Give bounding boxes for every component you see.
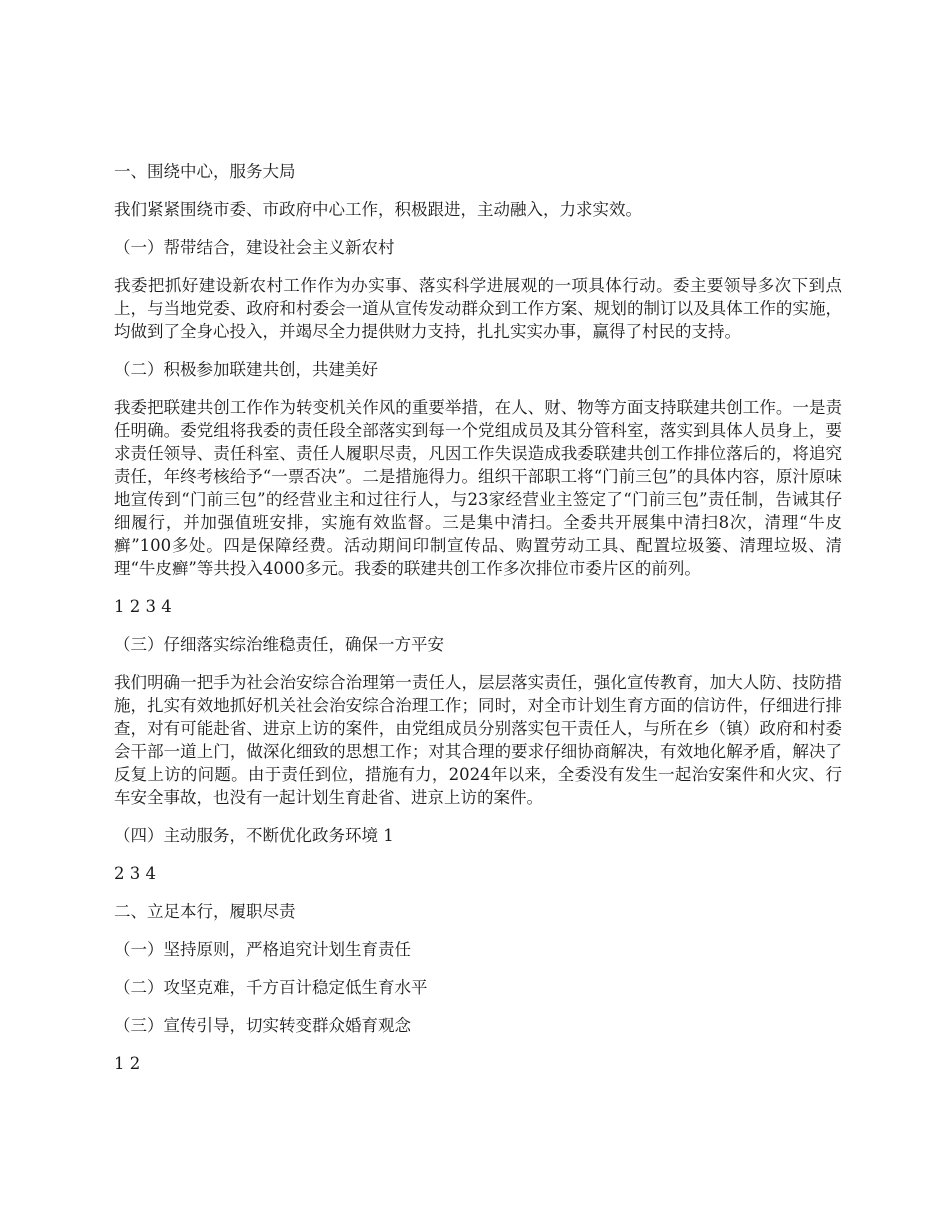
paragraph-intro: 我们紧紧围绕市委、市政府中心工作，积极跟进，主动融入，力求实效。 (114, 200, 642, 219)
numbering-line-1: 1 2 3 4 (114, 597, 172, 616)
numbering-line-3: 1 2 (114, 1054, 141, 1073)
subsection-heading-1-4: （四）主动服务，不断优化政务环境 1 (114, 826, 394, 845)
section-heading-1: 一、围绕中心，服务大局 (114, 162, 296, 181)
subsection-heading-1-3: （三）仔细落实综治维稳责任，确保一方平安 (114, 635, 444, 654)
document-body (114, 160, 842, 1090)
numbering-line-2: 2 3 4 (114, 864, 156, 883)
paragraph-new-countryside: 我委把抓好建设新农村工作作为办实事、落实科学进展观的一项具体行动。委主要领导多次下到点上，与当地党委、政府和村委会一道从宣传发动群众到工作方案、规划的制订以及具体工作的实施，均做到了全身心投入，并竭尽全力提供财力支持，扎扎实实办事，赢得了村民的支持。 (114, 276, 842, 341)
section-heading-2: 二、立足本行，履职尽责 (114, 902, 296, 921)
paragraph-joint-construction: 我委把联建共创工作作为转变机关作风的重要举措，在人、财、物等方面支持联建共创工作。一是责任明确。委党组将我委的责任段全部落实到每一个党组成员及其分管科室，落实到具体人员身上，要求责任领导、责任科室、责任人履职尽责，凡因工作失误造成我委联建共创工作排位落后的，将追究责任，年终考核给予“一票否决”。二是措施得力。组织干部职工将“门前三包”的具体内容，原汁原味地宣传到“门前三包”的经营业主和过往行人，与23家经营业主签定了“门前三包”责任制，告诫其仔细履行，并加强值班安排，实施有效监督。三是集中清扫。全委共开展集中清扫8次，清理“牛皮癣”100多处。四是保障经费。活动期间印制宣传品、购置劳动工具、配置垃圾篓、清理垃圾、清理“牛皮癣”等共投入4000多元。我委的联建共创工作多次排位市委片区的前列。 (114, 398, 842, 578)
subsection-heading-1-1: （一）帮带结合，建设社会主义新农村 (114, 238, 395, 257)
subsection-heading-2-1: （一）坚持原则，严格追究计划生育责任 (114, 940, 411, 959)
subsection-heading-2-3: （三）宣传引导，切实转变群众婚育观念 (114, 1016, 411, 1035)
paragraph-public-security: 我们明确一把手为社会治安综合治理第一责任人，层层落实责任，强化宣传教育，加大人防、技防措施，扎实有效地抓好机关社会治安综合治理工作；同时，对全市计划生育方面的信访件，仔细进行排查，对有可能赴省、进京上访的案件，由党组成员分别落实包干责任人，与所在乡（镇）政府和村委会干部一道上门，做深化细致的思想工作；对其合理的要求仔细协商解决，有效地化解矛盾，解决了反复上访的问题。由于责任到位，措施有力，2024年以来，全委没有发生一起治安案件和火灾、行车安全事故，也没有一起计划生育赴省、进京上访的案件。 (114, 673, 842, 807)
subsection-heading-1-2: （二）积极参加联建共创，共建美好 (114, 360, 378, 379)
subsection-heading-2-2: （二）攻坚克难，千方百计稳定低生育水平 (114, 978, 428, 997)
